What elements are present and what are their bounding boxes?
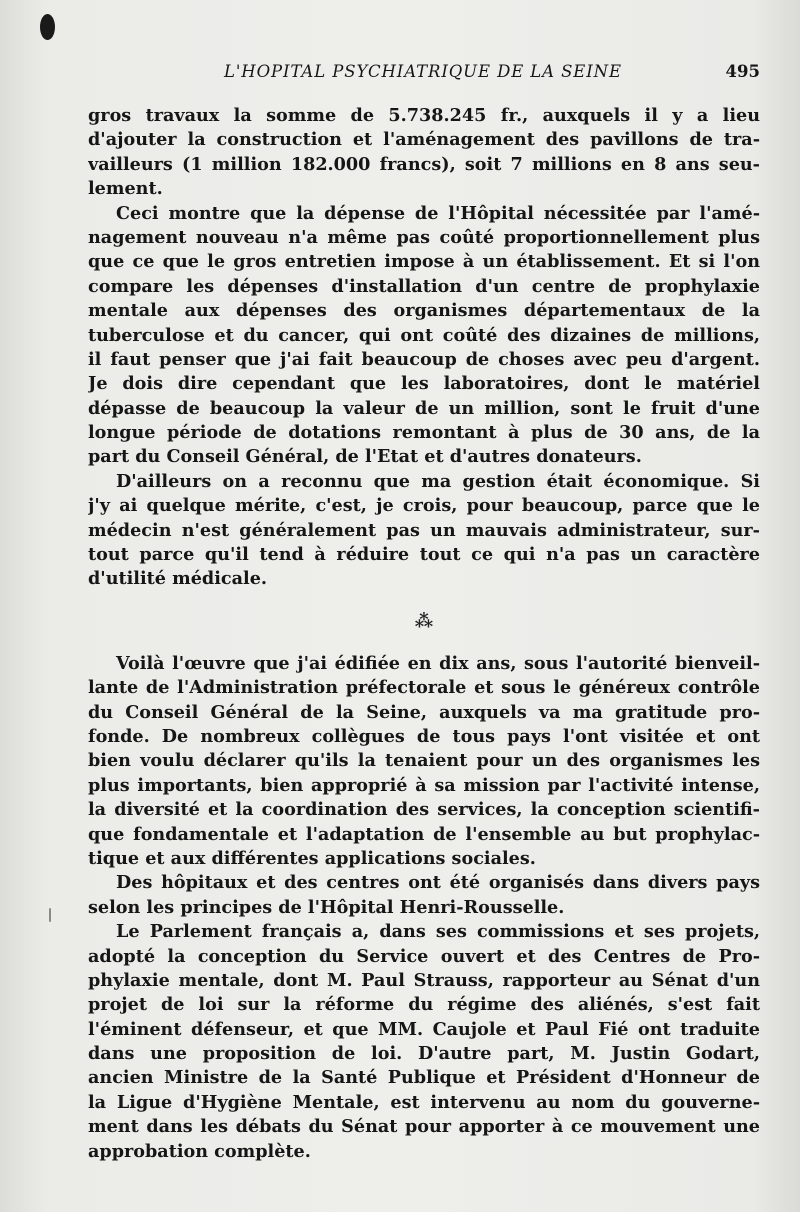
text-line: selon les principes de l'Hôpital Henri-Rousselle.	[88, 896, 565, 918]
text-line: ancien Ministre de la Santé Publique et Président d'Honneur de	[88, 1067, 760, 1089]
text-line: compare les dépenses d'installation d'un centre de prophylaxie	[88, 275, 760, 297]
text-line: dans une proposition de loi. D'autre part, M. Justin Godart,	[88, 1043, 760, 1065]
text-line: dépasse de beaucoup la valeur de un million, sont le fruit d'une	[88, 397, 760, 419]
text-line: la diversité et la coordination des services, la conception scientifi-	[88, 799, 760, 821]
text-line: j'y ai quelque mérite, c'est, je crois, pour beaucoup, parce que le	[88, 495, 760, 517]
text-line: la Ligue d'Hygiène Mentale, est intervenu au nom du gouverne-	[88, 1091, 760, 1113]
text-line: bien voulu déclarer qu'ils la tenaient pour un des organismes les	[88, 750, 760, 772]
text-line: il faut penser que j'ai fait beaucoup de choses avec peu d'argent.	[88, 348, 760, 370]
text-line: part du Conseil Général, de l'Etat et d'autres donateurs.	[88, 446, 642, 468]
text-line: D'ailleurs on a reconnu que ma gestion était économique. Si	[116, 470, 760, 492]
text-line: médecin n'est généralement pas un mauvais administrateur, sur-	[88, 519, 760, 541]
text-line: tout parce qu'il tend à réduire tout ce qui n'a pas un caractère	[88, 544, 760, 566]
text-line: du Conseil Général de la Seine, auxquels va ma gratitude pro-	[88, 701, 760, 723]
text-line: Des hôpitaux et des centres ont été organisés dans divers pays	[116, 872, 760, 894]
text-line: gros travaux la somme de 5.738.245 fr., auxquels il y a lieu	[88, 105, 760, 126]
text-line: Le Parlement français a, dans ses commissions et ses projets,	[116, 921, 760, 943]
text-line: approbation complète.	[88, 1140, 311, 1162]
margin-mark	[49, 908, 51, 922]
text-line: lante de l'Administration préfectorale et sous le généreux contrôle	[88, 677, 760, 699]
text-line: d'ajouter la construction et l'aménagement des pavillons de tra-	[88, 129, 760, 151]
text-line: ment dans les débats du Sénat pour apporter à ce mouvement une	[88, 1116, 760, 1138]
text-line: vailleurs (1 million 182.000 francs), soit 7 millions en 8 ans seu-	[88, 153, 760, 175]
asterism-separator: ⁂	[414, 610, 434, 632]
text-line: fonde. De nombreux collègues de tous pays l'ont visitée et ont	[88, 725, 760, 747]
text-line: tique et aux différentes applications sociales.	[88, 847, 536, 869]
text-line: mentale aux dépenses des organismes départementaux de la	[88, 300, 760, 322]
text-line: projet de loi sur la réforme du régime des aliénés, s'est fait	[88, 994, 760, 1016]
text-line: tuberculose et du cancer, qui ont coûté des dizaines de millions,	[88, 324, 760, 346]
text-line: Ceci montre que la dépense de l'Hôpital nécessitée par l'amé-	[116, 202, 760, 224]
binding-hole	[40, 14, 55, 40]
running-header	[88, 60, 760, 88]
page-number: 495	[725, 62, 760, 81]
text-block-after-separator	[88, 652, 760, 1164]
text-line: plus importants, bien approprié à sa mission par l'activité intense,	[88, 774, 760, 796]
text-line: longue période de dotations remontant à plus de 30 ans, de la	[88, 422, 760, 444]
text-line: que fondamentale et l'adaptation de l'ensemble au but prophylac-	[88, 823, 760, 845]
text-line: adopté la conception du Service ouvert et des Centres de Pro-	[88, 945, 760, 967]
text-line: que ce que le gros entretien impose à un établissement. Et si l'on	[88, 251, 760, 273]
text-line: l'éminent défenseur, et que MM. Caujole et Paul Fié ont traduite	[88, 1018, 760, 1040]
running-title: L'HOPITAL PSYCHIATRIQUE DE LA SEINE	[224, 62, 622, 81]
body-text	[88, 104, 760, 1164]
text-block-before-separator	[88, 104, 760, 592]
text-line: nagement nouveau n'a même pas coûté proportionnellement plus	[88, 226, 760, 248]
text-line: Je dois dire cependant que les laboratoires, dont le matériel	[88, 373, 760, 395]
text-line: d'utilité médicale.	[88, 568, 268, 590]
text-line: Voilà l'œuvre que j'ai édifiée en dix ans, sous l'autorité bienveil-	[116, 652, 760, 674]
text-line: phylaxie mentale, dont M. Paul Strauss, rapporteur au Sénat d'un	[88, 969, 760, 991]
text-line: lement.	[88, 178, 163, 200]
